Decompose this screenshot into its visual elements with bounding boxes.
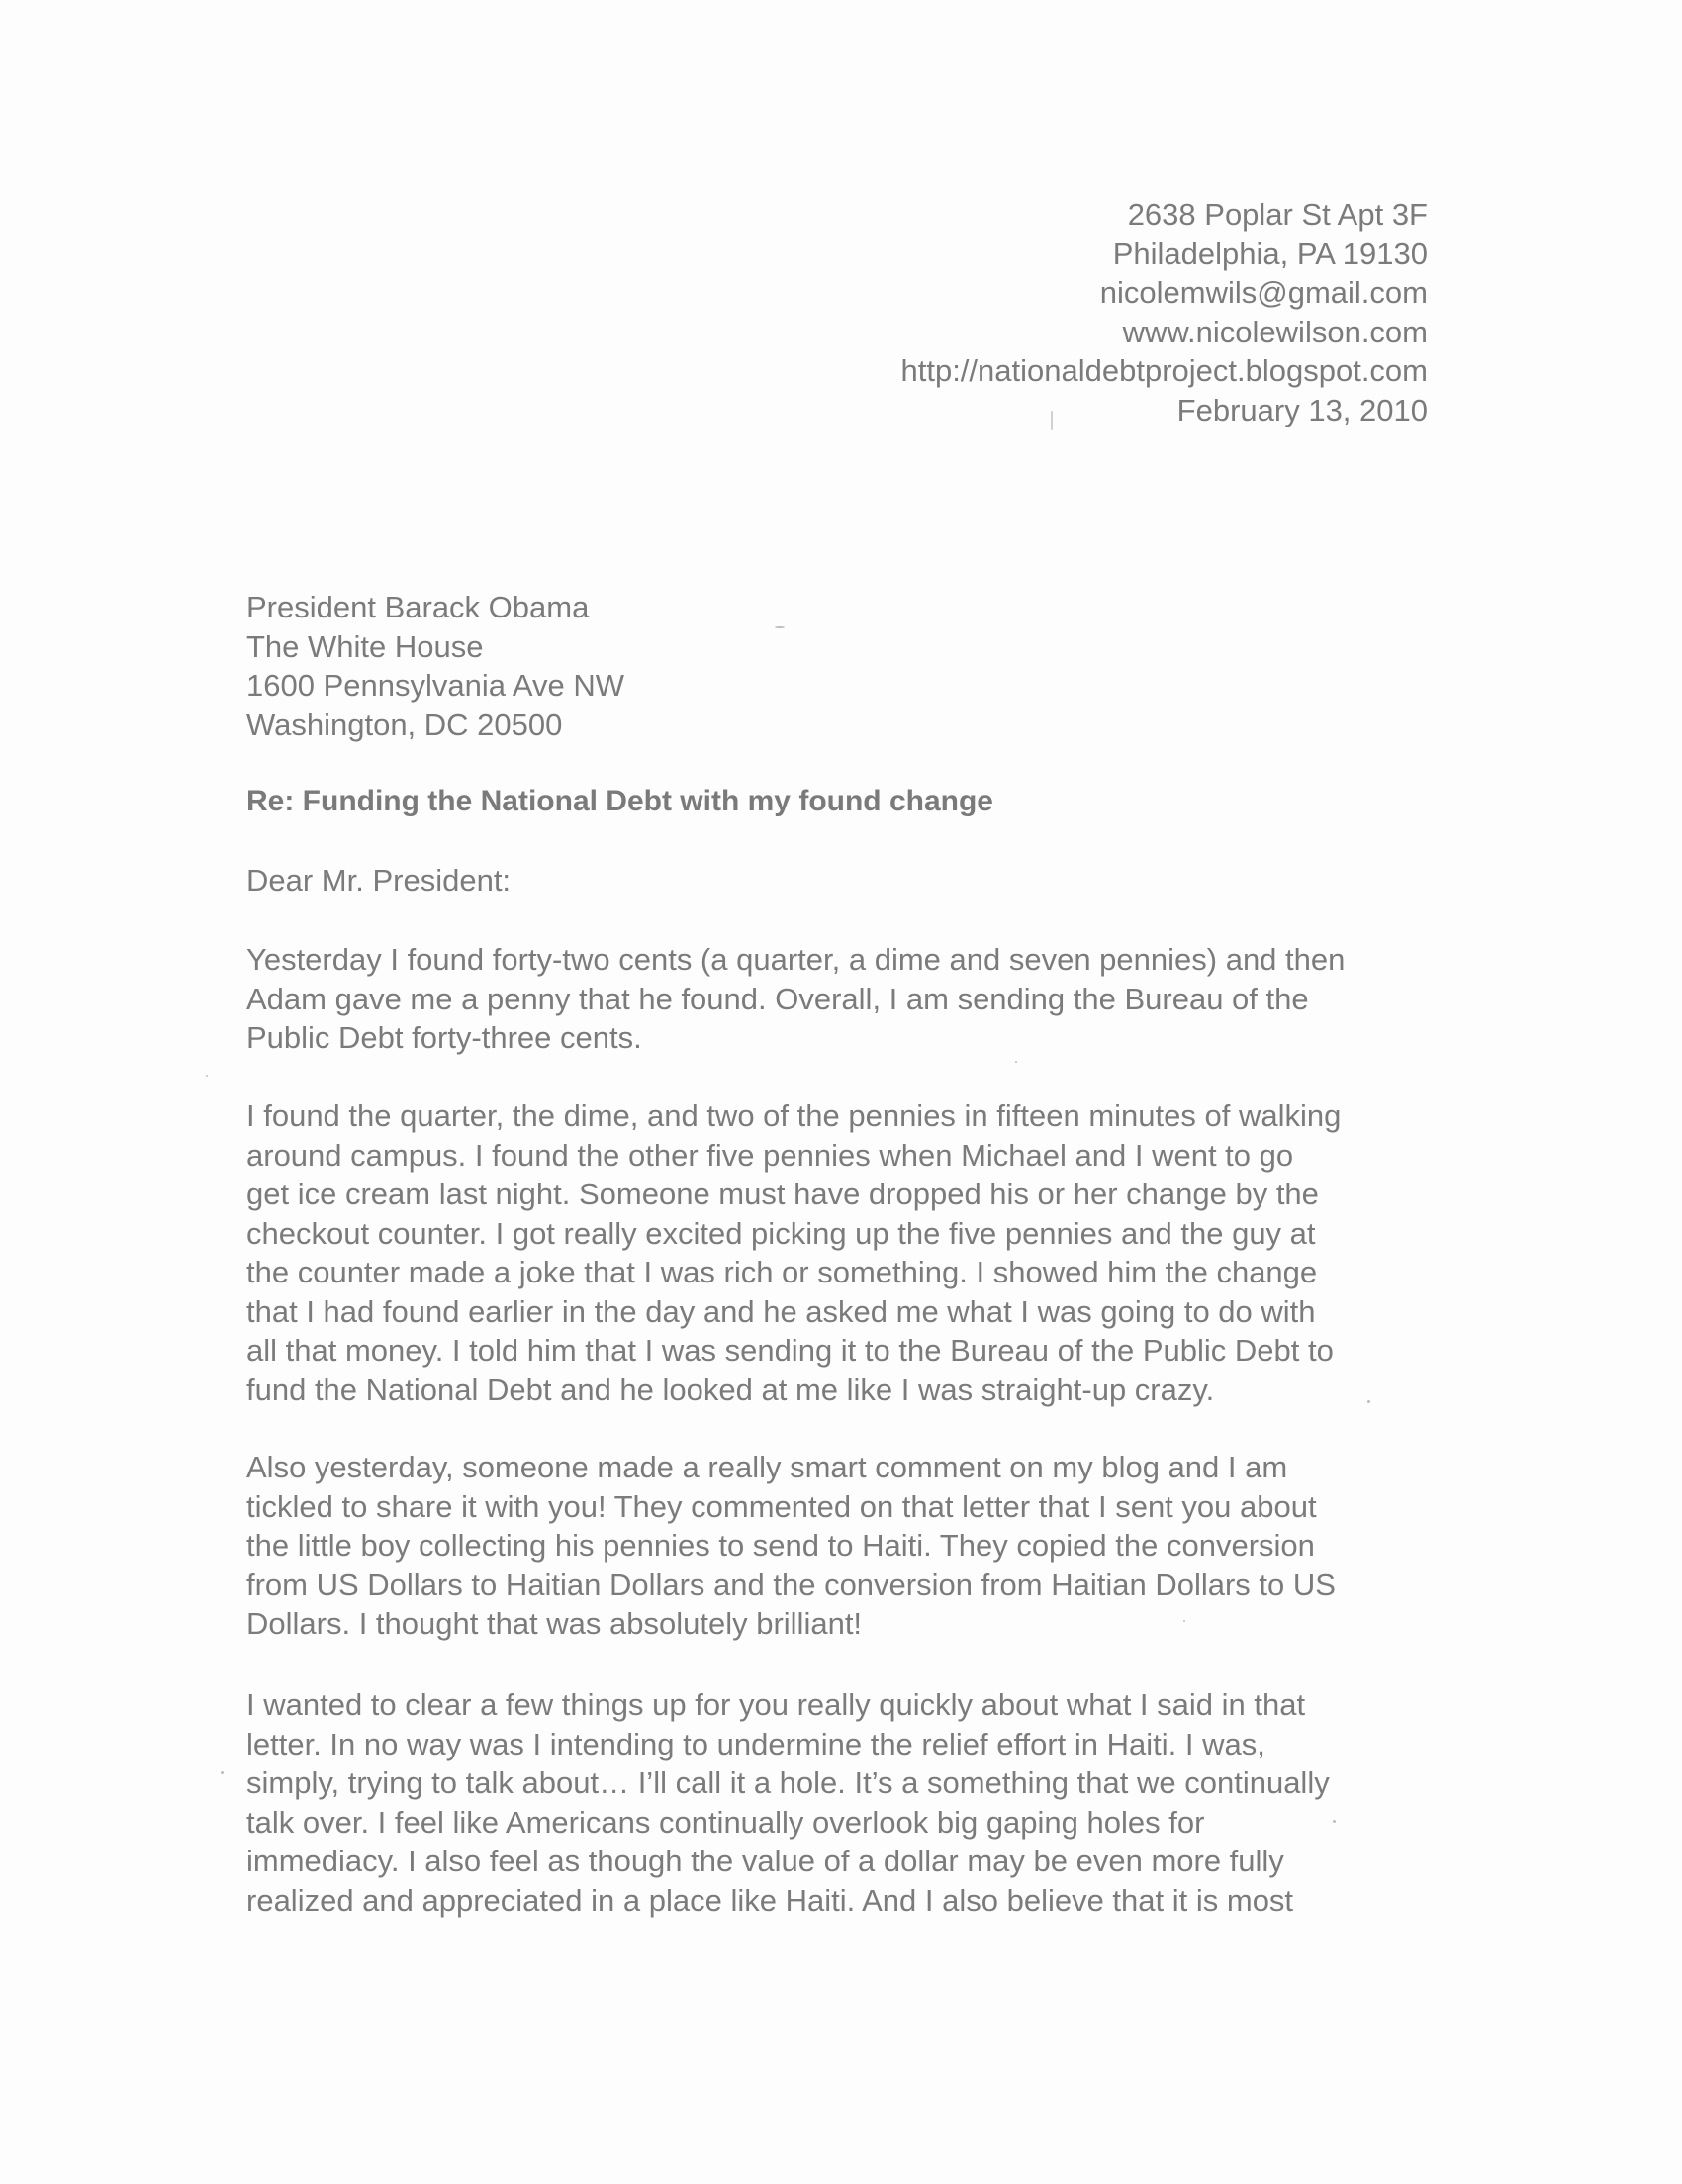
sender-blog-url: http://nationaldebtproject.blogspot.com [900, 353, 1428, 388]
paragraph-line: talk over. I feel like Americans continually overlook big gaping holes for [246, 1804, 1205, 1840]
paragraph-line: letter. In no way was I intending to undermine the relief effort in Haiti. I was, [246, 1726, 1265, 1761]
subject-line: Re: Funding the National Debt with my found change [246, 785, 993, 817]
recipient-city-state-zip: Washington, DC 20500 [246, 707, 563, 742]
paragraph-line: I found the quarter, the dime, and two of the pennies in fifteen minutes of walking [246, 1098, 1342, 1133]
body-paragraph-4 [246, 1685, 1434, 1920]
paragraph-line: Adam gave me a penny that he found. Overall, I am sending the Bureau of the [246, 981, 1309, 1016]
sender-email: nicolemwils@gmail.com [1099, 275, 1428, 310]
recipient-name: President Barack Obama [246, 590, 590, 624]
body-paragraph-1 [246, 940, 1434, 1058]
recipient-street: 1600 Pennsylvania Ave NW [246, 668, 624, 703]
body-paragraph-3 [246, 1448, 1434, 1644]
recipient-organization: The White House [246, 628, 484, 664]
sender-address-block [900, 195, 1428, 429]
sender-website: www.nicolewilson.com [1122, 314, 1428, 349]
letter-date: February 13, 2010 [1176, 392, 1428, 427]
paragraph-line: that I had found earlier in the day and he asked me what I was going to do with [246, 1293, 1316, 1329]
paragraph-line: simply, trying to talk about… I’ll call it a hole. It’s a something that we continually [246, 1765, 1330, 1800]
sender-city-state-zip: Philadelphia, PA 19130 [1112, 236, 1428, 271]
sender-street: 2638 Poplar St Apt 3F [1127, 197, 1428, 232]
recipient-address-block [246, 588, 624, 744]
scan-speck [221, 1771, 224, 1774]
paragraph-line: from US Dollars to Haitian Dollars and the conversion from Haitian Dollars to US [246, 1567, 1336, 1602]
paragraph-line: around campus. I found the other five pennies when Michael and I went to go [246, 1137, 1294, 1173]
salutation: Dear Mr. President: [246, 863, 512, 898]
paragraph-line: realized and appreciated in a place like Haiti. And I also believe that it is most [246, 1882, 1294, 1918]
body-paragraph-2 [246, 1096, 1434, 1409]
scan-speck [775, 626, 785, 628]
paragraph-line: the little boy collecting his pennies to send to Haiti. They copied the conversion [246, 1528, 1315, 1563]
paragraph-line: fund the National Debt and he looked at me like I was straight-up crazy. [246, 1372, 1215, 1407]
scan-speck [1183, 1620, 1185, 1622]
paragraph-line: checkout counter. I got really excited picking up the five pennies and the guy at [246, 1215, 1316, 1251]
paragraph-line: Yesterday I found forty-two cents (a quarter, a dime and seven pennies) and then [246, 942, 1346, 977]
scan-speck [1333, 1820, 1336, 1823]
paragraph-line: the counter made a joke that I was rich or something. I showed him the change [246, 1255, 1318, 1289]
paragraph-line: get ice cream last night. Someone must have dropped his or her change by the [246, 1177, 1319, 1211]
paragraph-line: all that money. I told him that I was sending it to the Bureau of the Public Debt to [246, 1333, 1334, 1368]
scan-speck [1051, 411, 1053, 430]
paragraph-line: Public Debt forty-three cents. [246, 1020, 642, 1055]
paragraph-line: immediacy. I also feel as though the value of a dollar may be even more fully [246, 1844, 1284, 1878]
scan-speck [206, 1075, 208, 1077]
scan-speck [1367, 1400, 1370, 1403]
scan-speck [1015, 1061, 1017, 1063]
paragraph-line: Also yesterday, someone made a really smart comment on my blog and I am [246, 1450, 1288, 1484]
paragraph-line: tickled to share it with you! They commented on that letter that I sent you about [246, 1488, 1317, 1524]
paragraph-line: I wanted to clear a few things up for you really quickly about what I said in that [246, 1687, 1306, 1722]
paragraph-line: Dollars. I thought that was absolutely brilliant! [246, 1606, 863, 1641]
